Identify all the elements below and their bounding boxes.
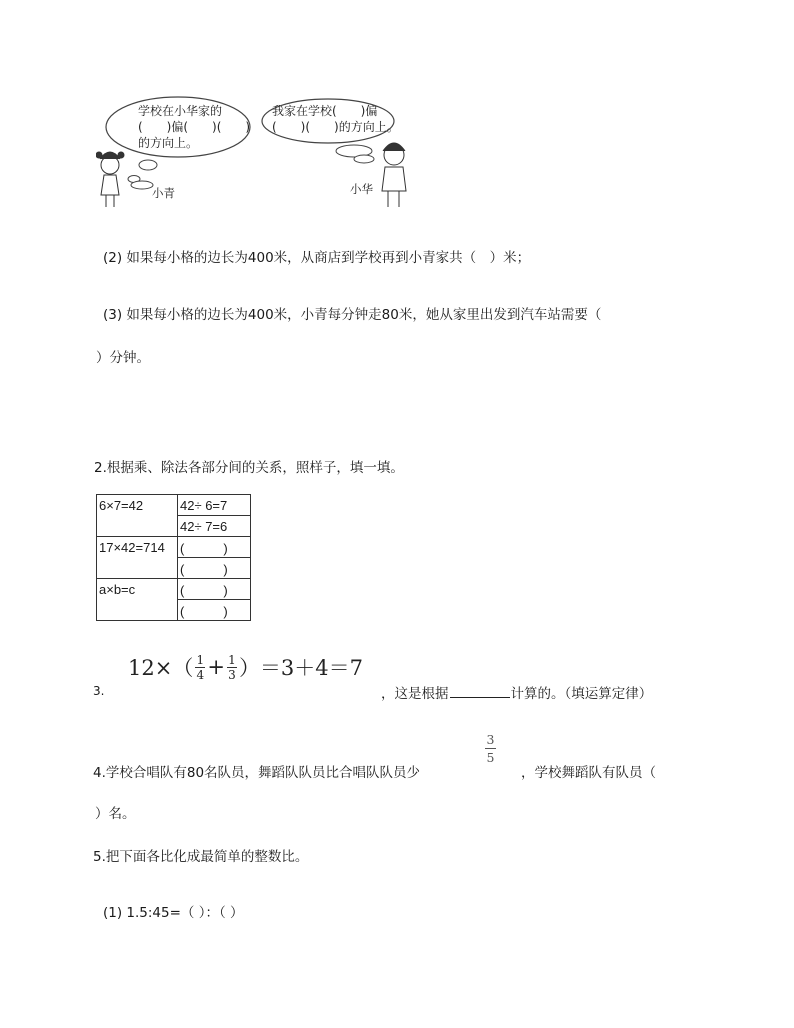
q4-text-before: 4.学校合唱队有80名队员，舞蹈队队员比合唱队队员少 bbox=[93, 765, 421, 781]
formula-suffix: ）＝3＋4＝7 bbox=[238, 656, 364, 680]
q3-text-after: 计算的。（填运算定律） bbox=[510, 686, 653, 702]
formula-prefix: 12×（ bbox=[128, 656, 194, 680]
q5-part1: (1) 1.5:45=（ ）：（ ） bbox=[103, 905, 244, 921]
boy-name-label: 小华 bbox=[350, 182, 373, 196]
frac-denominator: 5 bbox=[486, 750, 495, 765]
frac-numerator: 3 bbox=[486, 732, 495, 747]
formula-plus: + bbox=[207, 655, 225, 679]
fraction-three-fifths bbox=[485, 733, 496, 764]
answer-blank-underline[interactable] bbox=[450, 685, 510, 698]
girl-bubble-line-2: ( )偏( )( ) bbox=[138, 120, 251, 134]
fraction-one-quarter bbox=[195, 654, 205, 681]
fraction-one-third bbox=[227, 654, 237, 681]
multiplication-division-table bbox=[96, 494, 251, 621]
answer-blank[interactable]: ( ) bbox=[178, 537, 251, 558]
q3-number: 3. bbox=[93, 684, 105, 698]
answer-blank[interactable]: ( ) bbox=[178, 600, 251, 621]
boy-bubble-line-1: 我家在学校( )偏 bbox=[272, 104, 378, 118]
table-lhs-cell: 17×42=714 bbox=[97, 537, 178, 579]
girl-name-label: 小青 bbox=[152, 186, 175, 200]
direction-illustration bbox=[96, 95, 416, 215]
girl-bubble-line-3: 的方向上。 bbox=[138, 136, 199, 150]
q5-prompt: 5.把下面各比化成最简单的整数比。 bbox=[93, 849, 309, 865]
q1-part3-line1: (3) 如果每小格的边长为400米，小青每分钟走80米，她从家里出发到汽车站需要（ bbox=[103, 307, 602, 323]
q1-part2-text: (2) 如果每小格的边长为400米，从商店到学校再到小青家共（ ）米； bbox=[103, 250, 531, 266]
q4-line2: ）名。 bbox=[95, 806, 136, 822]
frac-numerator: 1 bbox=[196, 652, 205, 667]
table-rhs-cell: 42÷ 7=6 bbox=[178, 516, 251, 537]
boy-bubble-line-2: ( )( )的方向上。 bbox=[272, 120, 399, 134]
table-rhs-cell: 42÷ 6=7 bbox=[178, 495, 251, 516]
girl-figure bbox=[96, 152, 124, 207]
q3-sentence bbox=[381, 682, 652, 702]
frac-denominator: 4 bbox=[196, 667, 205, 682]
q1-part3-line2: ）分钟。 bbox=[96, 350, 150, 366]
q3-formula bbox=[128, 652, 363, 682]
table-lhs-cell: 6×7=42 bbox=[97, 495, 178, 537]
girl-bubble-line-1: 学校在小华家的 bbox=[138, 104, 223, 118]
frac-denominator: 3 bbox=[228, 667, 236, 682]
table-lhs-cell: a×b=c bbox=[97, 579, 178, 621]
answer-blank[interactable]: ( ) bbox=[178, 558, 251, 579]
q4-text-after: ，学校舞蹈队有队员（ bbox=[521, 765, 656, 781]
answer-blank[interactable]: ( ) bbox=[178, 579, 251, 600]
boy-figure bbox=[382, 143, 406, 207]
frac-numerator: 1 bbox=[228, 652, 236, 667]
q3-text-before: ，这是根据 bbox=[381, 686, 449, 702]
q2-prompt: 2.根据乘、除法各部分间的关系，照样子，填一填。 bbox=[94, 460, 404, 476]
